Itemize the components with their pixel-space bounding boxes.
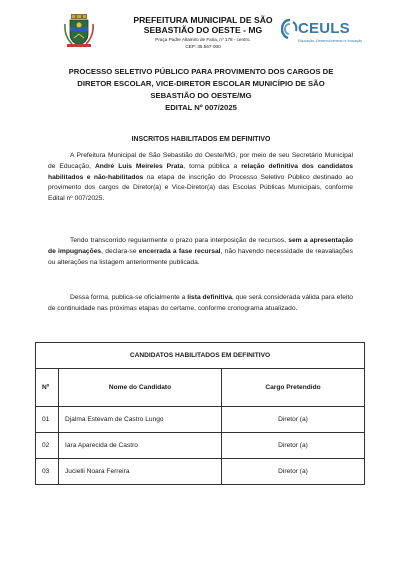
table-row [36,407,365,433]
paragraph-appeals [48,236,353,268]
candidate-name: Djalma Estevam de Castro Lungo [59,407,222,433]
address: Praça Padre Altamiro de Faria, nº 178 - centro. [155,36,251,42]
header-number: Nº [36,369,59,407]
paragraph-intro [48,151,353,205]
document-title-line1: PROCESSO SELETIVO PÚBLICO PARA PROVIMENTO DOS CARGOS DE [68,67,334,76]
paragraph-text: , não havendo necessidade de reavaliações ou alterações na listagem anteriormente publicada. [48,247,353,266]
document-title-line3: SEBASTIÃO DO OESTE/MG [150,91,252,100]
logo-tagline: Educação, Desenvolvimento e Inovação [298,39,363,43]
table-caption: CANDIDATOS HABILITADOS EM DEFINITIVO [36,343,365,369]
candidate-name: Jucielli Noara Ferreira [59,459,222,485]
paragraph-text: Tendo transcorrido regularmente o prazo para interposição de recursos, [70,237,289,244]
edital-number: EDITAL Nº 007/2025 [165,103,237,112]
section-title: INSCRITOS HABILITADOS EM DEFINITIVO [131,136,271,143]
row-number: 03 [36,459,59,485]
municipality-name-line1: PREFEITURA MUNICIPAL DE SÃO [133,15,273,25]
logo-wordmark: CEULS [298,20,350,37]
letterhead-text [128,15,278,51]
paragraph-text: A Prefeitura Municipal de São Sebastião do Oeste/MG, por meio de seu Secretário Municipal de Educação, [48,152,353,170]
paragraph-emphasis: lista definitiva [187,294,232,301]
municipality-name-line2: SEBASTIÃO DO OESTE - MG [143,25,263,36]
secretary-name: André Luis Meireles Prata [94,162,184,170]
paragraph-text: , que será considerada válida para efeito de continuidade nas próximas etapas do certame, conforme cronograma atualizado. [48,294,353,312]
paragraph-emphasis: relação definitiva dos candidatos habilitados e não-habilitados [48,162,354,181]
paragraph-text: na etapa de inscrição do Processo Seletivo Público destinado ao provimento dos cargos de Diretor(a) e Vice-Diretor(a) das Escolas Públicas Municipais, conforme Edital nº 007/2025. [48,173,353,203]
paragraph-text: Dessa forma, publica-se oficialmente a [70,294,188,301]
candidate-name: Iara Aparecida de Castro [59,433,222,459]
candidate-position: Diretor (a) [222,433,365,459]
row-number: 02 [36,433,59,459]
coat-of-arms-icon [64,14,94,48]
candidate-position: Diretor (a) [222,459,365,485]
candidates-table [35,342,365,485]
paragraph-emphasis: encerrada a fase recursal [138,247,221,255]
table-header-row [36,369,365,407]
table-row [36,433,365,459]
paragraph-publication [48,293,353,315]
header-position: Cargo Pretendido [222,369,365,407]
paragraph-text: , declara-se [101,247,139,255]
table-row [36,459,365,485]
candidate-position: Diretor (a) [222,407,365,433]
document-title [36,66,366,114]
cep: CEP: 35.567-000 [185,44,221,50]
ceuls-logo-icon [281,18,363,52]
letterhead [0,0,400,60]
paragraph-emphasis: sem a apresentação de impugnações [48,237,353,255]
paragraph-text: , torna pública a [183,162,242,170]
document-title-line2: DIRETOR ESCOLAR, VICE-DIRETOR ESCOLAR MUNICÍPIO DE SÃO [77,79,325,88]
row-number: 01 [36,407,59,433]
header-name: Nome do Candidato [59,369,222,407]
